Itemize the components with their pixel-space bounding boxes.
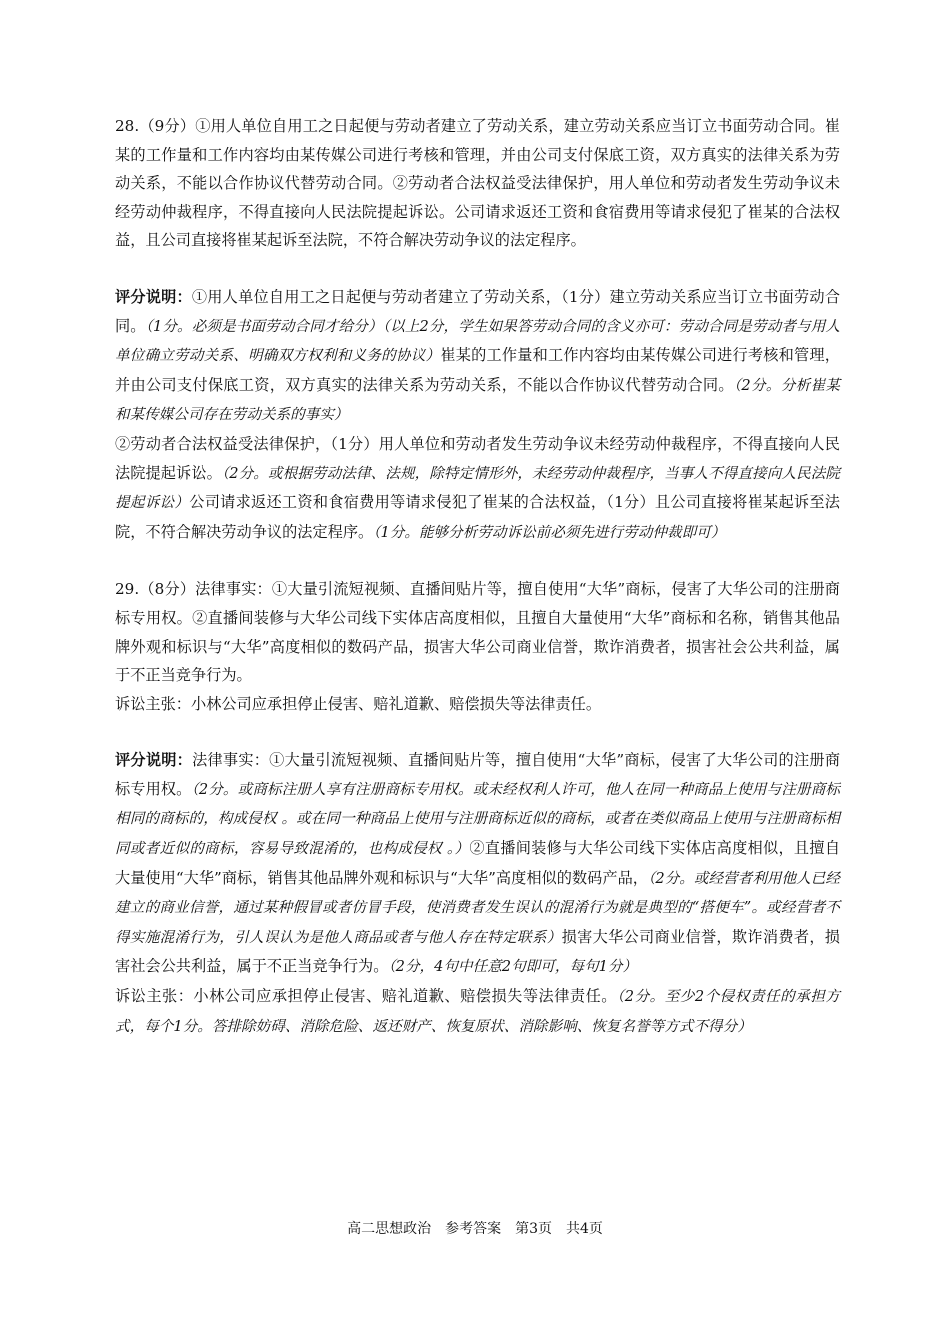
q28-scoring-seg2: 崔某的工作量和工作内容均由某传媒公司进行考核和管理，并由公司支付保底工资，双方真实的法律关系为劳动关系，不能以合作协议代替劳动合同。 xyxy=(115,346,840,394)
q29-scoring xyxy=(115,746,840,982)
q28-scoring-note3: （2分。或根据劳动法律、法规，除特定情形外，未经劳动仲裁程序，当事人不得直接向人民法院提起诉讼） xyxy=(115,464,841,512)
q29-scoring-label: 评分说明： xyxy=(115,751,193,770)
q29-scoring-claim xyxy=(115,982,840,1041)
q28-scoring xyxy=(115,283,840,430)
spacer xyxy=(115,255,840,283)
q29-claim: 诉讼主张：小林公司应承担停止侵害、赔礼道歉、赔偿损失等法律责任。 xyxy=(115,694,601,713)
q28-scoring-note2: （2分。分析崔某和某传媒公司存在劳动关系的事实） xyxy=(115,376,840,424)
q29-scoring-note3: （2分，4句中任意2句即可，每句1分） xyxy=(388,958,638,976)
q28-scoring-note1: （1分。必须是书面劳动合同才给分）（以上2分，学生如果答劳动合同的含义亦可：劳动合同是劳动者与用人单位确立劳动关系、明确双方权利和义务的协议） xyxy=(115,317,841,365)
q29-scoring-note4: （2分。至少2个侵权责任的承担方式，每个1分。答排除妨碍、消除危险、返还财产、恢复原状、消除影响、恢复名誉等方式不得分） xyxy=(115,988,840,1035)
q28-scoring-note4: （1分。能够分析劳动诉讼前必须先进行劳动仲裁即可） xyxy=(373,523,726,541)
q29-scoring-seg2: ②直播间装修与大华公司线下实体店高度相似，且擅自大量使用“大华”商标，销售其他品牌外观和标识与“大华”高度相似的数码产品， xyxy=(115,839,841,887)
q28-scoring-part2 xyxy=(115,430,840,547)
answer-page xyxy=(115,112,840,1041)
q29-answer: 29.（8分）法律事实：①大量引流短视频、直播间贴片等，擅自使用“大华”商标，侵害了大华公司的注册商标专用权。②直播间装修与大华公司线下实体店高度相似，且擅自大量使用“大华”商标和名称，销售其他品牌外观和标识与“大华”高度相似的数码产品，损害大华公司商业信誉，欺诈消费者，损害社会公共利益，属于不正当竞争行为。 xyxy=(115,580,840,685)
spacer xyxy=(115,547,840,575)
q28-scoring-seg4: 公司请求返还工资和食宿费用等请求侵犯了崔某的合法权益，（1分）且公司直接将崔某起诉至法院，不符合解决劳动争议的法定程序。 xyxy=(115,493,840,541)
q28-scoring-seg3: ②劳动者合法权益受法律保护，（1分）用人单位和劳动者发生劳动争议未经劳动仲裁程序，不得直接向人民法院提起诉讼。 xyxy=(115,434,840,482)
q28-answer: 28.（9分）①用人单位自用工之日起便与劳动者建立了劳动关系，建立劳动关系应当订立书面劳动合同。崔某的工作量和工作内容均由某传媒公司进行考核和管理，并由公司支付保底工资，双方真实的法律关系为劳动关系，不能以合作协议代替劳动合同。②劳动者合法权益受法律保护，用人单位和劳动者发生劳动争议未经劳动仲裁程序，不得直接向人民法院提起诉讼。公司请求返还工资和食宿费用等请求侵犯了崔某的合法权益，且公司直接将崔某起诉至法院，不符合解决劳动争议的法定程序。 xyxy=(115,117,840,250)
spacer xyxy=(115,718,840,746)
q29-scoring-claim-text: 诉讼主张：小林公司应承担停止侵害、赔礼道歉、赔偿损失等法律责任。 xyxy=(115,987,617,1006)
q28-scoring-seg1: ①用人单位自用工之日起便与劳动者建立了劳动关系，（1分）建立劳动关系应当订立书面劳动合同。 xyxy=(115,287,840,335)
q29-scoring-seg3: 损害大华公司商业信誉，欺诈消费者，损害社会公共利益，属于不正当竞争行为。 xyxy=(115,927,840,976)
q29-scoring-note2: （2分。或经营者利用他人已经建立的商业信誉，通过某种假冒或者仿冒手段，使消费者发生误认的混淆行为就是典型的“搭便车”。或经营者不得实施混淆行为，引人误认为是他人商品或者与他人存在特定联系） xyxy=(115,869,840,946)
q28-scoring-label: 评分说明： xyxy=(115,287,192,306)
q29-scoring-seg1: 法律事实：①大量引流短视频、直播间贴片等，擅自使用“大华”商标，侵害了大华公司的注册商标专用权。 xyxy=(115,751,841,798)
page-footer: 高二思想政治 参考答案 第3页 共4页 xyxy=(347,1221,603,1237)
q29-scoring-note1: （2分。或商标注册人享有注册商标专用权。或未经权利人许可，他人在同一种商品上使用与注册商标相同的商标的，构成侵权 。或在同一种商品上使用与注册商标近似的商标，或者在类似商品上使用与注册商标相同或者近似的商标，容易导致混淆的，也构成侵权 。） xyxy=(115,780,841,858)
